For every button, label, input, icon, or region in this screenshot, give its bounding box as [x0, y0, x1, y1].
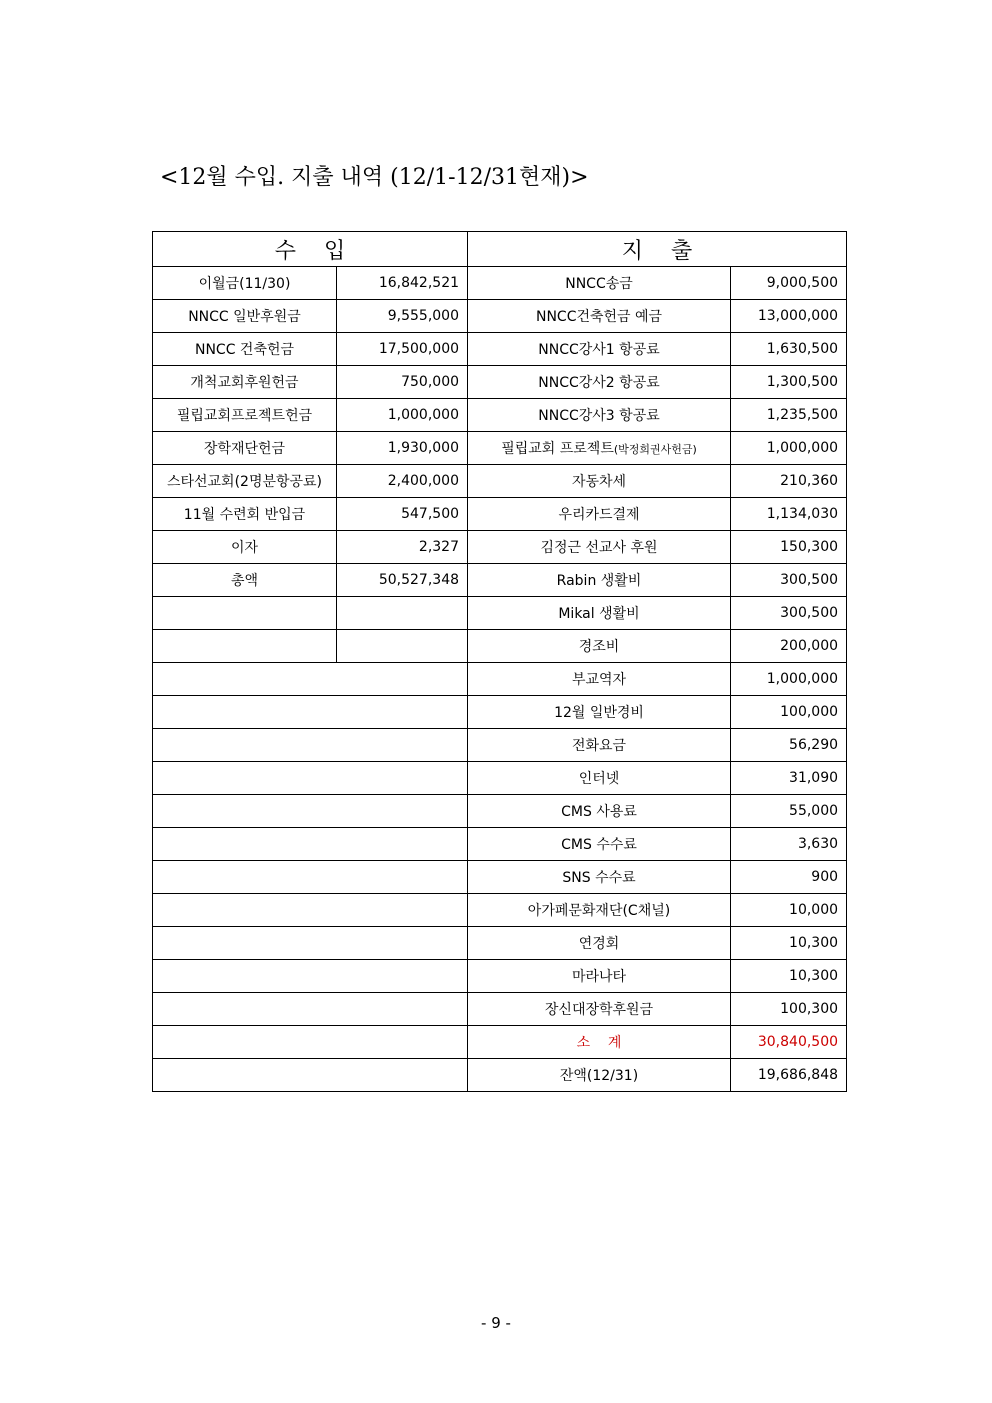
expense-label	[468, 927, 731, 960]
expense-amount: 200,000	[731, 630, 847, 663]
expense-amount: 55,000	[731, 795, 847, 828]
expense-label	[468, 729, 731, 762]
expense-label-text: CMS 수수료	[561, 837, 637, 853]
income-amount: 16,842,521	[337, 267, 468, 300]
income-label: 장학재단헌금	[153, 432, 337, 465]
income-amount-empty	[337, 597, 468, 630]
expense-amount: 10,300	[731, 927, 847, 960]
expense-header: 지 출	[468, 232, 847, 267]
expense-label-text: 김정근 선교사 후원	[540, 540, 658, 556]
income-amount: 547,500	[337, 498, 468, 531]
income-amount: 750,000	[337, 366, 468, 399]
income-header: 수 입	[153, 232, 468, 267]
table-row	[153, 267, 847, 300]
income-empty-merged	[153, 795, 468, 828]
table-row	[153, 861, 847, 894]
expense-amount: 150,300	[731, 531, 847, 564]
page-title: <12월 수입. 지출 내역 (12/1-12/31현재)>	[160, 165, 589, 190]
income-empty-merged	[153, 1059, 468, 1092]
expense-label-text: 아가페문화재단(C채널)	[527, 903, 671, 919]
income-label: NNCC 건축헌금	[153, 333, 337, 366]
expense-amount: 3,630	[731, 828, 847, 861]
expense-label-text: 경조비	[578, 639, 620, 655]
income-empty-merged	[153, 993, 468, 1026]
expense-amount: 10,300	[731, 960, 847, 993]
table-row	[153, 564, 847, 597]
income-empty-merged	[153, 696, 468, 729]
income-label: NNCC 일반후원금	[153, 300, 337, 333]
income-amount: 2,400,000	[337, 465, 468, 498]
expense-label-text: CMS 사용료	[561, 804, 637, 820]
income-amount: 1,930,000	[337, 432, 468, 465]
subtotal-label: 소 계	[468, 1026, 731, 1059]
table-row	[153, 927, 847, 960]
expense-label	[468, 597, 731, 630]
balance-amount: 19,686,848	[731, 1059, 847, 1092]
expense-label-text: 장신대장학후원금	[544, 1002, 654, 1018]
table-row	[153, 333, 847, 366]
income-empty-merged	[153, 927, 468, 960]
expense-label-text: NNCC송금	[565, 276, 633, 292]
table-row	[153, 696, 847, 729]
income-empty-merged	[153, 1026, 468, 1059]
table-row	[153, 630, 847, 663]
expense-label	[468, 300, 731, 333]
expense-label	[468, 465, 731, 498]
subtotal-amount: 30,840,500	[731, 1026, 847, 1059]
expense-label	[468, 894, 731, 927]
income-label: 이자	[153, 531, 337, 564]
table-row	[153, 795, 847, 828]
expense-amount: 1,134,030	[731, 498, 847, 531]
expense-label-text: Mikal 생활비	[558, 606, 640, 622]
income-expense-table	[152, 231, 847, 1092]
income-empty-merged	[153, 828, 468, 861]
income-label-empty	[153, 630, 337, 663]
expense-amount: 100,300	[731, 993, 847, 1026]
expense-label-text: 12월 일반경비	[554, 705, 644, 721]
table-row	[153, 300, 847, 333]
expense-amount: 31,090	[731, 762, 847, 795]
income-label: 총액	[153, 564, 337, 597]
table-row	[153, 762, 847, 795]
expense-label	[468, 333, 731, 366]
expense-amount: 9,000,500	[731, 267, 847, 300]
expense-amount: 300,500	[731, 564, 847, 597]
income-amount: 2,327	[337, 531, 468, 564]
expense-label	[468, 564, 731, 597]
table-row	[153, 432, 847, 465]
table-row	[153, 993, 847, 1026]
expense-label	[468, 696, 731, 729]
income-label: 개척교회후원헌금	[153, 366, 337, 399]
expense-label-text: 부교역자	[571, 672, 627, 688]
income-empty-merged	[153, 894, 468, 927]
expense-amount: 13,000,000	[731, 300, 847, 333]
table-row	[153, 399, 847, 432]
expense-label	[468, 993, 731, 1026]
expense-label	[468, 762, 731, 795]
table-row	[153, 1059, 847, 1092]
income-empty-merged	[153, 729, 468, 762]
expense-label	[468, 861, 731, 894]
expense-label-text: 마라나타	[571, 969, 627, 985]
income-empty-merged	[153, 663, 468, 696]
expense-amount: 1,630,500	[731, 333, 847, 366]
expense-label	[468, 663, 731, 696]
expense-label-text: 자동차세	[571, 474, 627, 490]
table-row	[153, 663, 847, 696]
expense-label	[468, 630, 731, 663]
table-row	[153, 960, 847, 993]
expense-label-text: NNCC강사1 항공료	[538, 342, 660, 358]
table-row	[153, 366, 847, 399]
expense-amount: 900	[731, 861, 847, 894]
balance-label: 잔액(12/31)	[468, 1059, 731, 1092]
expense-amount: 1,000,000	[731, 663, 847, 696]
table-header-row	[153, 232, 847, 267]
expense-label-text: 필립교회 프로젝트	[501, 441, 614, 457]
table-row	[153, 828, 847, 861]
expense-label	[468, 531, 731, 564]
income-amount: 9,555,000	[337, 300, 468, 333]
table-row	[153, 465, 847, 498]
income-amount-empty	[337, 630, 468, 663]
table-row	[153, 894, 847, 927]
table-row	[153, 498, 847, 531]
expense-amount: 56,290	[731, 729, 847, 762]
income-label: 스타선교회(2명분항공료)	[153, 465, 337, 498]
expense-label-text: NNCC강사3 항공료	[538, 408, 660, 424]
expense-amount: 1,300,500	[731, 366, 847, 399]
table-row	[153, 1026, 847, 1059]
expense-label	[468, 795, 731, 828]
income-empty-merged	[153, 861, 468, 894]
expense-label	[468, 399, 731, 432]
expense-label	[468, 366, 731, 399]
expense-label-text: NNCC건축헌금 예금	[535, 309, 663, 325]
expense-amount: 10,000	[731, 894, 847, 927]
expense-label-text: Rabin 생활비	[556, 573, 642, 589]
expense-label	[468, 498, 731, 531]
income-label: 이월금(11/30)	[153, 267, 337, 300]
expense-label-text: NNCC강사2 항공료	[538, 375, 660, 391]
expense-label-note: (박정희권사헌금)	[613, 443, 697, 456]
table-row	[153, 729, 847, 762]
income-amount: 17,500,000	[337, 333, 468, 366]
expense-label	[468, 960, 731, 993]
expense-amount: 100,000	[731, 696, 847, 729]
income-label: 필립교회프로젝트헌금	[153, 399, 337, 432]
expense-label-text: 인터넷	[578, 771, 620, 787]
table-row	[153, 597, 847, 630]
expense-label	[468, 432, 731, 465]
income-label-empty	[153, 597, 337, 630]
page-number: - 9 -	[481, 1314, 511, 1332]
income-amount: 50,527,348	[337, 564, 468, 597]
expense-label	[468, 267, 731, 300]
expense-amount: 1,235,500	[731, 399, 847, 432]
income-empty-merged	[153, 762, 468, 795]
expense-amount: 210,360	[731, 465, 847, 498]
expense-label	[468, 828, 731, 861]
expense-amount: 1,000,000	[731, 432, 847, 465]
table-row	[153, 531, 847, 564]
expense-amount: 300,500	[731, 597, 847, 630]
income-empty-merged	[153, 960, 468, 993]
expense-label-text: SNS 수수료	[562, 870, 636, 886]
expense-label-text: 연경회	[578, 936, 620, 952]
expense-label-text: 우리카드결제	[558, 507, 640, 523]
expense-label-text: 전화요금	[571, 738, 627, 754]
income-amount: 1,000,000	[337, 399, 468, 432]
income-label: 11월 수련회 반입금	[153, 498, 337, 531]
